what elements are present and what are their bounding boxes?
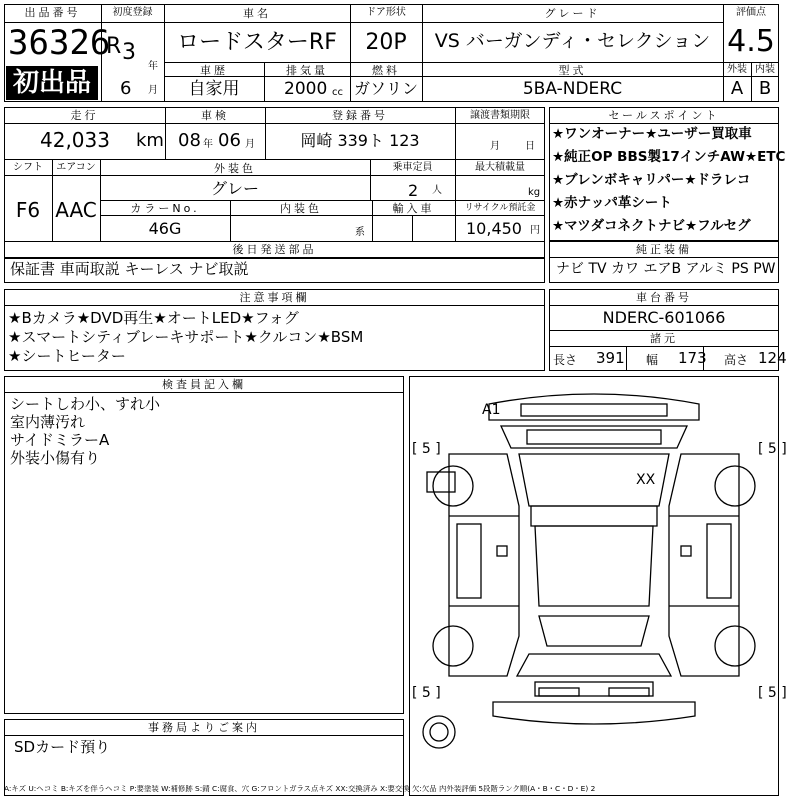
recycle-value: 10,450 [466,219,522,238]
notes-line: ★スマートシティブレーキサポート★クルコン★BSM [8,328,364,346]
displacement-unit: cc [332,87,343,98]
notes-label: 注意事項欄 [239,291,310,304]
length-value: 391 [596,349,625,367]
registration-era: R [106,34,122,59]
first-listing-badge: 初出品 [6,66,98,100]
exterior-label: 外装 [727,64,747,75]
transfer-day-unit: 日 [525,141,535,152]
interior-grade: B [758,78,772,99]
car-diagram [409,376,779,796]
shift-value: F6 [15,198,41,222]
plate-value: 岡崎 339ト 123 [300,131,420,150]
equipment-label: 純正装備 [636,243,692,256]
width-label: 幅 [646,353,659,367]
mileage-unit: km [136,130,164,151]
model-value: 5BA-NDERC [522,79,623,99]
displacement-value: 2000 [284,79,328,99]
month-unit: 月 [148,85,158,96]
ac-value: AAC [55,198,97,222]
max-load-label: 最大積載量 [475,162,525,173]
car-name: ロードスターRF [177,30,337,55]
exterior-color-label: 外装色 [214,162,256,175]
history-label: 車歴 [200,64,228,77]
rating-label: 評価点 [736,7,766,18]
color-no-label: カラーNo. [130,202,200,215]
door-value: 20P [365,30,407,55]
recycle-unit: 円 [530,225,540,236]
lot-number: 36326 [8,23,111,63]
interior-label: 内装 [755,64,775,75]
inspector-line: 外装小傷有り [10,449,101,467]
sales-point-line: ★純正OP BBS製17インチAW★ETC [552,149,786,165]
fuel-value: ガソリン [353,79,418,98]
later-parts-label: 後日発送部品 [232,243,317,256]
shift-label: シフト [13,162,43,173]
lot-number-label: 出品番号 [24,6,81,19]
plate-label: 登録番号 [332,109,388,122]
tire-mark-front-left: [ 5 ] [412,441,441,457]
height-value: 124 [758,349,787,367]
office-label: 事務局よりご案内 [148,721,260,734]
sales-point-line: ★赤ナッパ革シート [552,195,672,211]
car-name-label: 車名 [243,7,271,20]
chassis-value: NDERC-601066 [602,308,726,327]
tire-mark-rear-right: [ 5 ] [758,685,787,701]
registration-month: 6 [120,78,132,99]
dimensions-label: 諸元 [650,332,678,345]
notes-line: ★Bカメラ★DVD再生★オートLED★フォグ [8,309,299,327]
inspection-year: 08 [178,130,201,151]
inspection-year-unit: 年 [203,139,213,150]
transfer-month-unit: 月 [490,141,500,152]
later-parts-value: 保証書 車両取説 キーレス ナビ取説 [10,260,249,278]
history-value: 自家用 [188,79,240,99]
tire-mark-front-right: [ 5 ] [758,441,787,457]
capacity-unit: 人 [432,185,442,196]
inspector-line: サイドミラーA [10,431,110,449]
diagram-mark-a1: A1 [482,402,501,418]
interior-color-unit: 系 [355,227,365,238]
mileage-value: 42,033 [40,128,110,152]
first-registration-label: 初度登録 [112,7,153,18]
import-label: 輸入車 [392,202,435,215]
year-unit: 年 [148,61,158,72]
recycle-label: リサイクル預託金 [464,203,536,213]
equipment-value: ナビ TV カワ エアB アルミ PS PW [556,261,776,277]
door-label: ドア形状 [366,7,406,18]
grade-label: グレード [544,7,601,20]
legend-text: A:キズ U:ヘコミ B:キズを伴うヘコミ P:要塗装 W:補修跡 S:錆 C:腐食、穴 G:フロントガラス点キズ XX:交換済み X:要交換 欠:欠品 内外装評価 5段階ランク順(A・B・C・D・E) 2 [4,785,596,793]
sales-point-line: ★マツダコネクトナビ★フルセグ [552,218,751,234]
exterior-grade: A [730,78,744,99]
notes-line: ★シートヒーター [8,347,126,365]
max-load-unit: kg [528,187,541,198]
inspection-month: 06 [218,130,241,151]
sales-points-label: セールスポイント [608,109,720,122]
capacity-label: 乗車定員 [392,162,433,173]
fuel-label: 燃料 [372,64,400,77]
grade-value: VS バーガンディ・セレクション [434,30,711,52]
chassis-label: 車台番号 [636,291,692,304]
inspection-label: 車検 [201,109,229,122]
capacity-value: 2 [408,181,419,200]
mileage-label: 走行 [70,109,99,122]
exterior-color-value: グレー [210,179,259,198]
tire-mark-rear-left: [ 5 ] [412,685,441,701]
displacement-label: 排気量 [286,64,328,77]
sales-point-line: ★ワンオーナー★ユーザー買取車 [552,126,752,142]
height-label: 高さ [724,353,749,367]
length-label: 長さ [553,353,578,367]
inspection-month-unit: 月 [245,139,255,150]
office-value: SDカード預り [14,738,111,756]
registration-year: 3 [122,40,136,65]
inspector-line: シートしわ小、すれ小 [10,395,161,413]
model-label: 型式 [558,64,587,77]
interior-color-label: 内装色 [280,202,322,215]
inspector-line: 室内薄汚れ [10,413,86,431]
ac-label: エアコン [56,162,96,173]
color-no-value: 46G [148,219,182,238]
sales-point-line: ★ブレンボキャリパー★ドラレコ [552,172,751,188]
width-value: 173 [678,349,707,367]
transfer-deadline-label: 譲渡書類期限 [470,110,530,121]
inspector-label: 検査員記入欄 [162,378,246,391]
diagram-mark-xx: XX [636,472,656,488]
rating-value: 4.5 [727,24,775,59]
